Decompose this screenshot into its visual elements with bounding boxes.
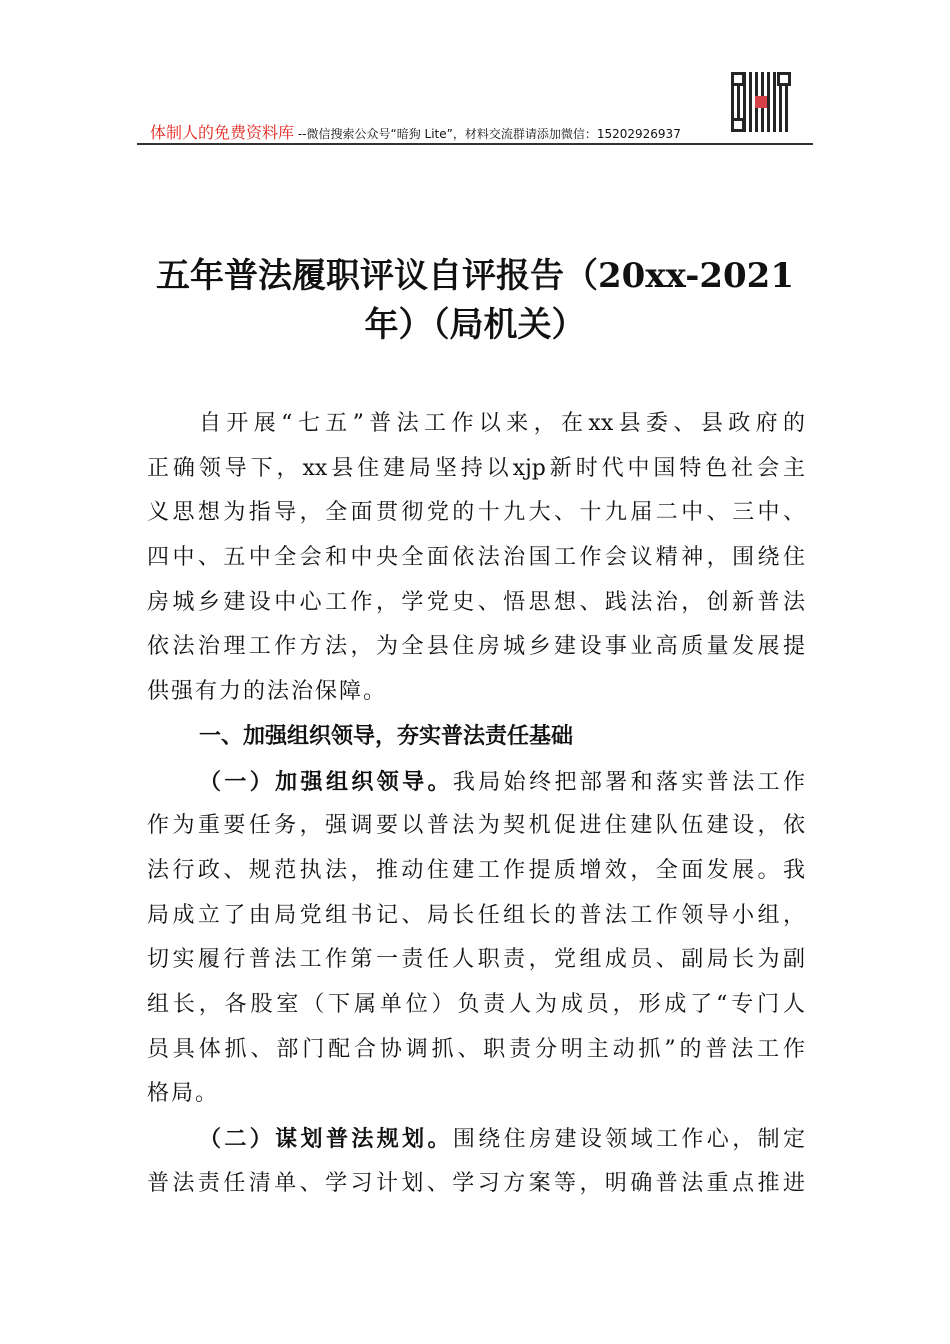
paragraph-2 bbox=[147, 1117, 805, 1206]
document-title bbox=[0, 252, 950, 350]
text-line: 普法责任清单、学习计划、学习方案等，明确普法重点推进 bbox=[147, 1170, 805, 1196]
text-line: 格局。 bbox=[147, 1081, 220, 1107]
text-span: 我局始终把部署和落实普法工作 bbox=[452, 769, 805, 795]
text-line: 法行政、规范执法，推动住建工作提质增效，全面发展。我 bbox=[147, 857, 805, 883]
text-line bbox=[147, 1117, 805, 1162]
text-line: 员具体抓、部门配合协调抓、职责分明主动抓”的普法工作 bbox=[147, 1036, 805, 1062]
header-divider bbox=[137, 143, 813, 145]
text-line: 组长，各股室（下属单位）负责人为成员，形成了“专门人 bbox=[147, 991, 805, 1017]
text-line: 局成立了由局党组书记、局长任组长的普法工作领导小组， bbox=[147, 902, 805, 928]
text-line: 正确领导下，xx县住建局坚持以xjp新时代中国特色社会主 bbox=[147, 455, 805, 481]
brand-name: 体制人的免费资料库 bbox=[150, 123, 295, 142]
text-line bbox=[147, 760, 805, 805]
text-line: 自开展“七五”普法工作以来，在xx县委、县政府的 bbox=[199, 411, 805, 436]
text-line: 作为重要任务，强调要以普法为契机促进住建队伍建设，依 bbox=[147, 813, 805, 839]
paragraph-intro bbox=[147, 402, 805, 715]
title-line: 年）（局机关） bbox=[364, 305, 586, 345]
text-line: 四中、五中全会和中央全面依法治国工作会议精神，围绕住 bbox=[147, 545, 805, 571]
header-banner bbox=[150, 120, 681, 143]
header-note: --微信搜索公众号“暗狗 Lite”，材料交流群请添加微信：15202926937 bbox=[294, 127, 681, 141]
text-line: 供强有力的法治保障。 bbox=[147, 679, 388, 705]
paragraph-1 bbox=[147, 760, 805, 1118]
text-line: 依法治理工作方法，为全县住房城乡建设事业高质量发展提 bbox=[147, 634, 805, 660]
text-line: 房城乡建设中心工作，学党史、悟思想、践法治，创新普法 bbox=[147, 589, 805, 615]
qr-code-icon bbox=[731, 72, 791, 132]
document-body bbox=[147, 402, 805, 1206]
text-span: 围绕住房建设领域工作心，制定 bbox=[452, 1127, 805, 1152]
section-heading: 一、加强组织领导，夯实普法责任基础 bbox=[199, 723, 574, 749]
text-line: 切实履行普法工作第一责任人职责，党组成员、副局长为副 bbox=[147, 947, 805, 973]
subheading: （二）谋划普法规划。 bbox=[199, 1126, 453, 1152]
subheading: （一）加强组织领导。 bbox=[199, 768, 453, 795]
text-line: 义思想为指导，全面贯彻党的十九大、十九届二中、三中、 bbox=[147, 500, 805, 526]
title-line: 五年普法履职评议自评报告（20xx-2021 bbox=[156, 256, 794, 296]
